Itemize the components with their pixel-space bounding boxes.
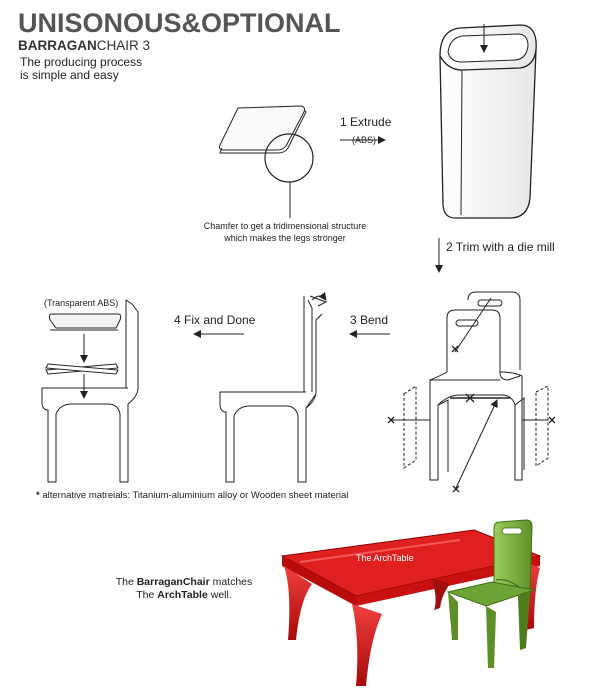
footnote-star: * [36, 490, 40, 501]
transparent-abs-note: (Transparent ABS) [44, 298, 119, 308]
footnote-text: alternative matreials: Titanium-aluminium alloy or Wooden sheet material [42, 490, 349, 501]
subtitle-bold: BARRAGAN [18, 38, 97, 53]
chamfer-note-line-1: Chamfer to get a tridimensional structure [203, 221, 367, 231]
trim-path-lower [456, 400, 497, 488]
match-prefix: The [115, 576, 137, 588]
match-line2-prefix: The [136, 589, 158, 601]
match-line-1 [104, 576, 264, 589]
step-2-label: 2 Trim with a die mill [446, 240, 555, 254]
match-line-2 [104, 589, 264, 602]
step-1-material: (ABS) [352, 135, 377, 145]
table-label: The ArchTable [356, 553, 414, 563]
trim-path-upper [455, 298, 491, 352]
abs-sheet-drawing [220, 106, 307, 153]
intro-line-2: is simple and easy [20, 68, 119, 82]
step-3-label: 3 Bend [350, 313, 389, 327]
intro-line-1: The producing process [20, 55, 143, 69]
subtitle-rest: CHAIR 3 [96, 38, 151, 53]
match-text [104, 576, 264, 602]
step-1-label: 1 Extrude [340, 115, 392, 129]
cut-marks [388, 346, 555, 492]
trimmed-chair-drawing [390, 292, 548, 480]
mount-cross [46, 364, 118, 374]
chamfer-note [120, 220, 450, 244]
finished-chair-drawing [42, 300, 138, 482]
step-4-label: 4 Fix and Done [174, 313, 256, 327]
match-suffix: matches [209, 576, 253, 588]
match-table-name: ArchTable [157, 589, 208, 601]
page-title: UNISONOUS&OPTIONAL [18, 8, 341, 38]
match-line2-suffix: well. [207, 589, 232, 601]
match-chair-name: BarraganChair [136, 576, 210, 588]
extruded-block-drawing [440, 25, 536, 218]
alternative-materials-note [36, 490, 348, 501]
chamfer-note-line-2: which makes the legs stronger [224, 233, 346, 243]
